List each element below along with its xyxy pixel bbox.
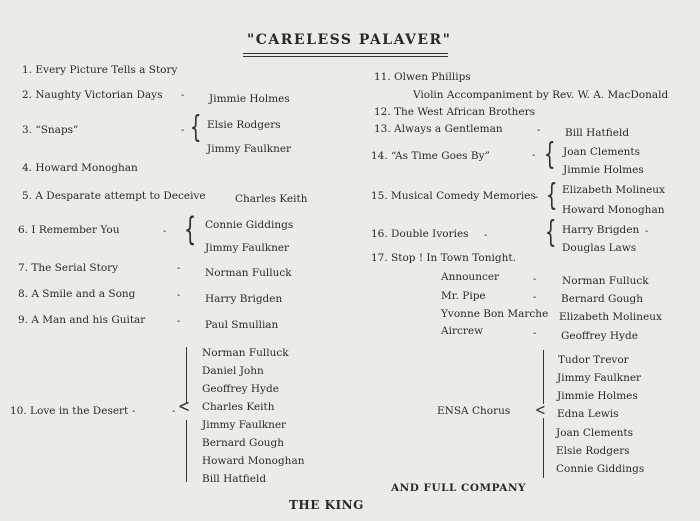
brace-tip-icon: < <box>178 396 191 417</box>
item-5-performer: Charles Keith <box>235 193 308 205</box>
brace-icon <box>186 347 187 403</box>
dash: - <box>177 263 181 274</box>
brace-icon: { <box>184 210 197 248</box>
dash: - <box>537 125 541 136</box>
item-9: 9. A Man and his Guitar <box>18 314 146 326</box>
dash: - <box>181 90 185 101</box>
item-3: 3. “Snaps” <box>22 124 79 136</box>
chorus-label: ENSA Chorus <box>437 405 511 417</box>
dash: - <box>172 406 176 417</box>
item-15-performer-1: Elizabeth Molineux <box>562 184 665 196</box>
item-10-performer-7: Howard Monoghan <box>202 455 305 467</box>
item-15-performer-2: Howard Monoghan <box>562 204 665 216</box>
item-4: 4. Howard Monoghan <box>22 162 138 174</box>
item-13-performer: Bill Hatfield <box>565 127 630 139</box>
chorus-member-1: Tudor Trevor <box>558 354 629 366</box>
brace-icon <box>186 420 187 482</box>
item-6-performer-1: Connie Giddings <box>205 219 294 231</box>
role-yvonne-performer: Elizabeth Molineux <box>559 311 662 323</box>
item-10-performer-3: Geoffrey Hyde <box>202 383 279 395</box>
dash: - <box>163 226 167 237</box>
finale: THE KING <box>289 498 364 512</box>
role-mr-pipe: Mr. Pipe <box>441 290 486 302</box>
item-5: 5. A Desparate attempt to Deceive <box>22 190 206 202</box>
programme-title: "CARELESS PALAVER" <box>247 32 452 48</box>
arrow-icon: - <box>645 226 649 237</box>
brace-icon: { <box>544 137 556 172</box>
title-underline <box>243 53 448 54</box>
brace-tip-icon: < <box>535 400 546 419</box>
dash: - <box>181 125 185 136</box>
dash: - <box>532 150 536 161</box>
item-8-performer: Harry Brigden <box>205 293 283 305</box>
dash: - <box>132 406 136 417</box>
role-announcer-performer: Norman Fulluck <box>562 275 649 287</box>
item-7: 7. The Serial Story <box>18 262 119 274</box>
brace-icon: { <box>545 215 557 250</box>
dash: - <box>177 316 181 327</box>
full-company: AND FULL COMPANY <box>391 482 527 494</box>
chorus-member-5: Joan Clements <box>556 427 634 439</box>
item-15: 15. Musical Comedy Memories <box>371 190 536 202</box>
item-14-performer-2: Jimmie Holmes <box>563 164 644 176</box>
chorus-member-6: Elsie Rodgers <box>556 445 630 457</box>
item-11-note: Violin Accompaniment by Rev. W. A. MacDonald <box>413 89 669 101</box>
brace-icon: { <box>546 178 558 213</box>
dash: - <box>533 274 537 285</box>
role-yvonne: Yvonne Bon Marche <box>441 308 549 320</box>
item-10-performer-2: Daniel John <box>202 365 264 377</box>
item-10: 10. Love in the Desert <box>10 405 129 417</box>
item-2-performer: Jimmie Holmes <box>209 93 290 105</box>
dash: - <box>484 230 488 241</box>
chorus-member-7: Connie Giddings <box>556 463 645 475</box>
role-mr-pipe-performer: Bernard Gough <box>561 293 644 305</box>
item-13: 13. Always a Gentleman <box>374 123 503 135</box>
dash: - <box>535 192 539 203</box>
brace-icon <box>543 350 544 404</box>
item-2: 2. Naughty Victorian Days <box>22 89 163 101</box>
role-announcer: Announcer <box>441 271 500 283</box>
item-11: 11. Olwen Phillips <box>374 71 471 83</box>
item-17: 17. Stop ! In Town Tonight. <box>371 252 516 264</box>
dash: - <box>533 292 537 303</box>
dash: - <box>533 328 537 339</box>
brace-icon: { <box>190 110 202 145</box>
dash: - <box>177 290 181 301</box>
chorus-member-3: Jimmie Holmes <box>557 390 638 402</box>
item-10-performer-6: Bernard Gough <box>202 437 285 449</box>
title-underline-double <box>243 56 448 57</box>
item-16-performer-1: Harry Brigden <box>562 224 640 236</box>
brace-icon <box>543 418 544 478</box>
chorus-member-4: Edna Lewis <box>557 408 619 420</box>
item-1: 1. Every Picture Tells a Story <box>22 64 178 76</box>
item-6: 6. I Remember You <box>18 224 120 236</box>
chorus-member-2: Jimmy Faulkner <box>557 372 642 384</box>
item-10-performer-5: Jimmy Faulkner <box>202 419 287 431</box>
item-8: 8. A Smile and a Song <box>18 288 136 300</box>
role-aircrew: Aircrew <box>441 325 484 337</box>
item-16-performer-2: Douglas Laws <box>562 242 637 254</box>
item-3-performer-1: Elsie Rodgers <box>207 119 281 131</box>
item-9-performer: Paul Smullian <box>205 319 279 331</box>
item-7-performer: Norman Fulluck <box>205 267 292 279</box>
item-14: 14. “As Time Goes By” <box>371 150 490 162</box>
item-16: 16. Double Ivories <box>371 228 469 240</box>
item-14-performer-1: Joan Clements <box>563 146 641 158</box>
item-10-performer-4: Charles Keith <box>202 401 275 413</box>
item-10-performer-1: Norman Fulluck <box>202 347 289 359</box>
item-6-performer-2: Jimmy Faulkner <box>205 242 290 254</box>
role-aircrew-performer: Geoffrey Hyde <box>561 330 638 342</box>
item-10-performer-8: Bill Hatfield <box>202 473 267 485</box>
item-3-performer-2: Jimmy Faulkner <box>207 143 292 155</box>
item-12: 12. The West African Brothers <box>374 106 536 118</box>
